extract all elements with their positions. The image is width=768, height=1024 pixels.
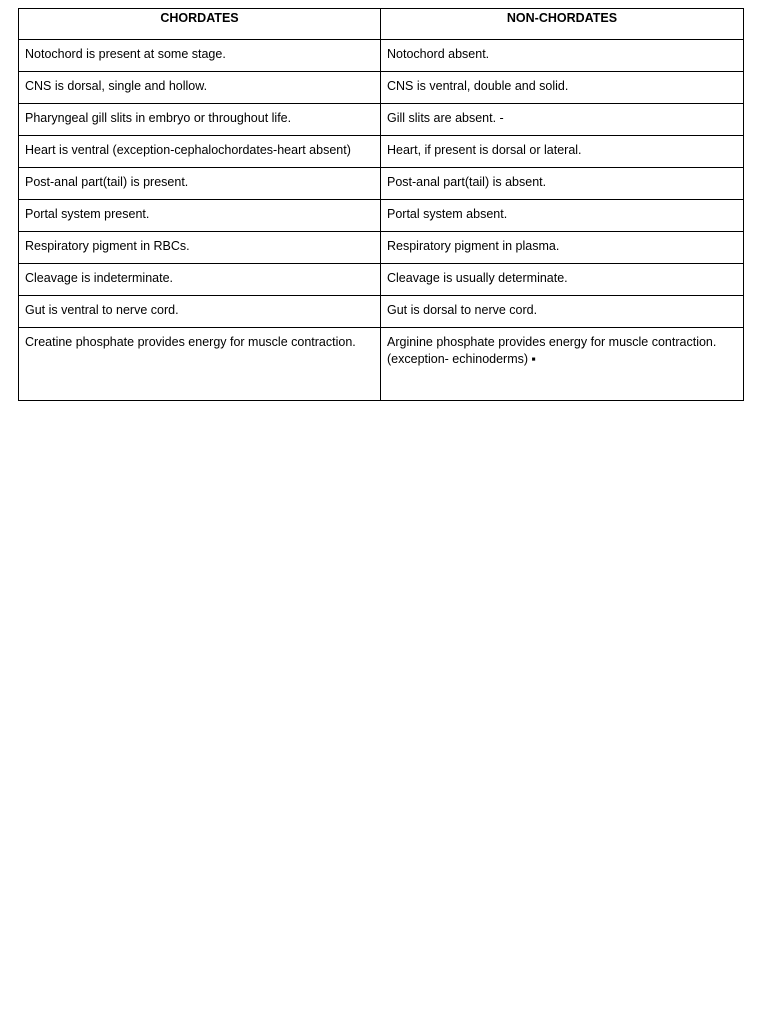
table-header-row — [19, 9, 744, 40]
table-cell: Post-anal part(tail) is present. — [19, 168, 381, 200]
table-cell: Heart, if present is dorsal or lateral. — [381, 136, 744, 168]
table-cell: CNS is dorsal, single and hollow. — [19, 72, 381, 104]
table-cell: Cleavage is usually determinate. — [381, 264, 744, 296]
table-row — [19, 328, 744, 401]
table-row — [19, 232, 744, 264]
table-cell: CNS is ventral, double and solid. — [381, 72, 744, 104]
table-cell: Portal system present. — [19, 200, 381, 232]
table-cell: Respiratory pigment in RBCs. — [19, 232, 381, 264]
table-cell: Creatine phosphate provides energy for muscle contraction. — [19, 328, 381, 401]
table-cell: Gut is dorsal to nerve cord. — [381, 296, 744, 328]
table-row — [19, 200, 744, 232]
table-row — [19, 136, 744, 168]
table-row — [19, 40, 744, 72]
table-cell: Respiratory pigment in plasma. — [381, 232, 744, 264]
table-cell: Post-anal part(tail) is absent. — [381, 168, 744, 200]
table-cell: Gill slits are absent. - — [381, 104, 744, 136]
table-cell: Portal system absent. — [381, 200, 744, 232]
table-cell: Heart is ventral (exception-cephalochordates-heart absent) — [19, 136, 381, 168]
table-row — [19, 296, 744, 328]
table-cell: Cleavage is indeterminate. — [19, 264, 381, 296]
table-cell: Arginine phosphate provides energy for muscle contraction. (exception- echinoderms) ▪ — [381, 328, 744, 401]
table-row — [19, 104, 744, 136]
comparison-table — [18, 8, 744, 401]
table-cell: Notochord absent. — [381, 40, 744, 72]
table-row — [19, 168, 744, 200]
table-cell: Pharyngeal gill slits in embryo or throughout life. — [19, 104, 381, 136]
table-cell: Notochord is present at some stage. — [19, 40, 381, 72]
header-chordates: CHORDATES — [19, 9, 381, 40]
table-cell: Gut is ventral to nerve cord. — [19, 296, 381, 328]
header-non-chordates: NON-CHORDATES — [381, 9, 744, 40]
table-row — [19, 264, 744, 296]
table-row — [19, 72, 744, 104]
